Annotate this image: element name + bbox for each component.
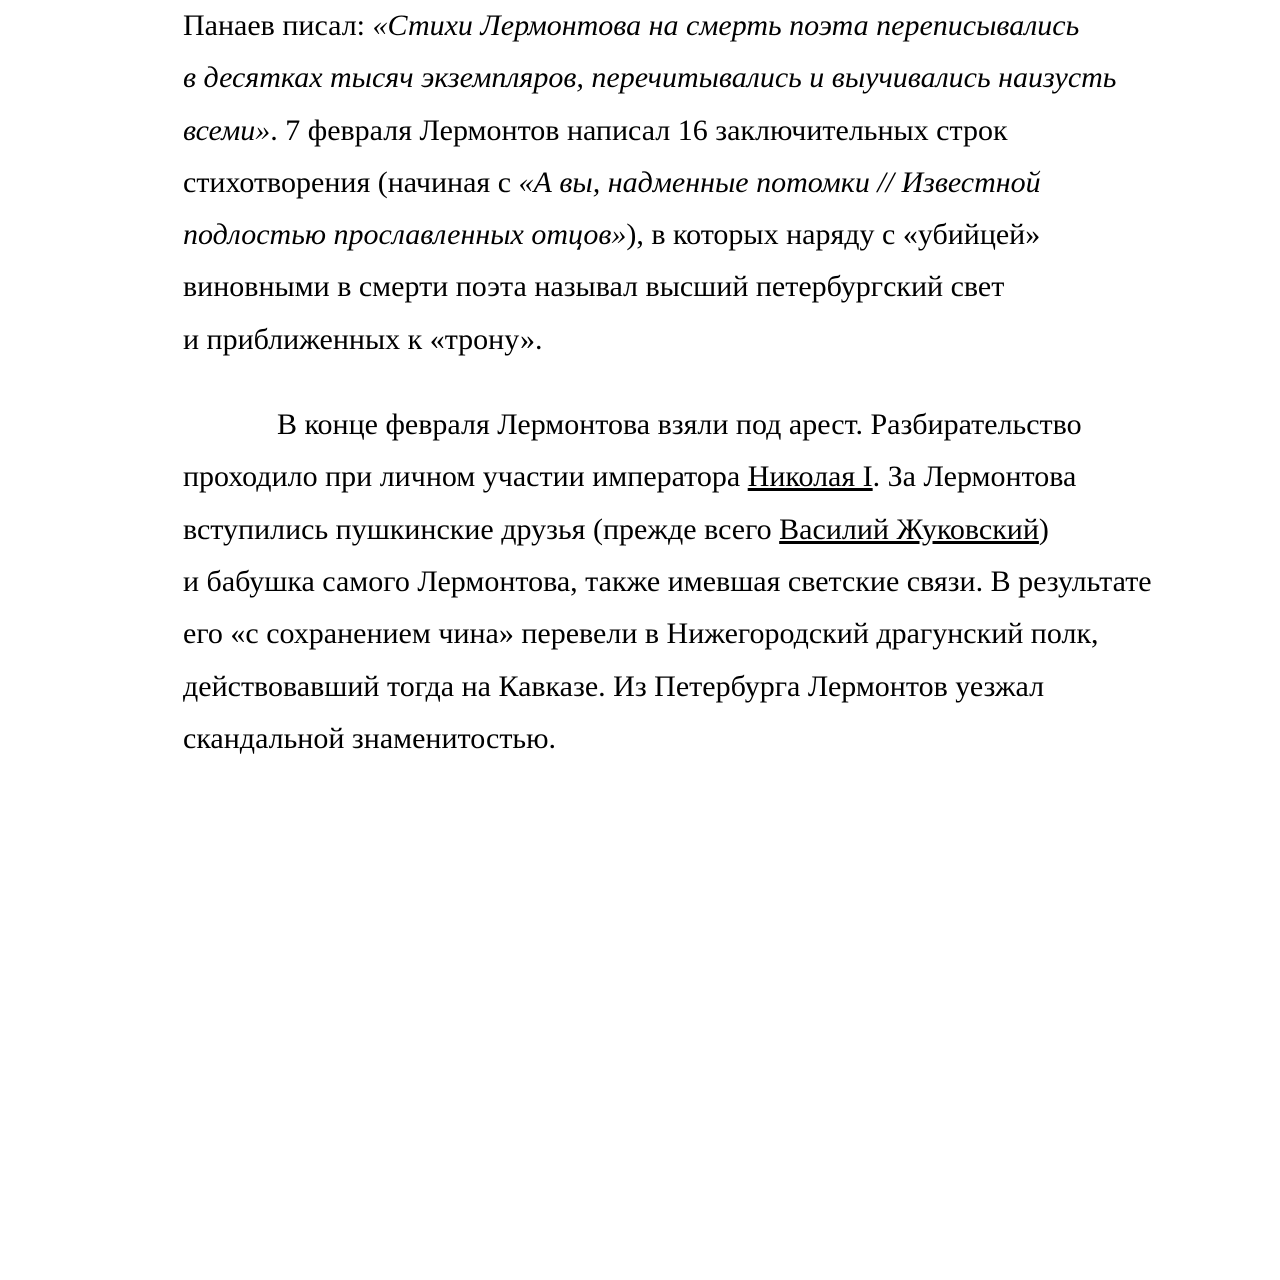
link-vasily-zhukovsky[interactable]: Василий Жуковский [779,512,1039,546]
italic-quote-segment: «А вы, надменные потомки // Известной [518,165,1041,199]
text-line [183,661,1243,713]
italic-quote-segment: «Стихи Лермонтова на смерть поэта переписывались [372,9,1080,42]
text-line [183,209,1243,261]
text-segment: проходило при личном участии императора [183,460,748,494]
text-block [183,0,1243,765]
text-segment: его «с сохранением чина» перевели в Нижегородский драгунский полк, [183,617,1099,651]
text-line [183,261,1243,313]
text-line [183,0,1243,52]
text-segment: Панаев писал: [183,9,373,42]
text-line [183,314,1243,366]
text-segment: скандальной знаменитостью. [183,721,557,755]
text-segment: ), в которых наряду с «убийцей» [626,218,1041,252]
italic-quote-segment: всеми» [183,113,271,147]
text-segment: и бабушка самого Лермонтова, также имевшая светские связи. В результате [183,564,1152,598]
text-line [183,504,1243,556]
italic-quote-segment: в десятках тысяч экземпляров, перечитывались и выучивались наизусть [183,61,1117,95]
text-line [183,399,1243,451]
text-line [183,105,1243,157]
text-line [183,451,1243,503]
text-line [183,556,1243,608]
text-segment: В конце февраля Лермонтова взяли под арест. Разбирательство [277,408,1082,442]
text-segment: и приближенных к «трону». [183,322,543,356]
italic-quote-segment: подлостью прославленных отцов» [183,218,627,252]
text-segment: действовавший тогда на Кавказе. Из Петербурга Лермонтов уезжал [183,669,1045,703]
text-segment: вступились пушкинские друзья (прежде всего [183,512,780,546]
text-segment: . За Лермонтова [872,460,1077,494]
link-nikolai-i[interactable]: Николая I [747,460,873,494]
text-segment: . 7 февраля Лермонтов написал 16 заключительных строк [270,113,1008,147]
text-segment: ) [1038,512,1049,546]
text-segment: виновными в смерти поэта называл высший петербургский свет [183,270,1005,304]
paragraph-arrest [183,399,1243,765]
text-line [183,52,1243,104]
text-line [183,608,1243,660]
paragraph-panaev-quote [183,0,1243,366]
text-segment: стихотворения (начиная с [183,165,519,199]
text-line [183,713,1243,765]
text-line [183,157,1243,209]
